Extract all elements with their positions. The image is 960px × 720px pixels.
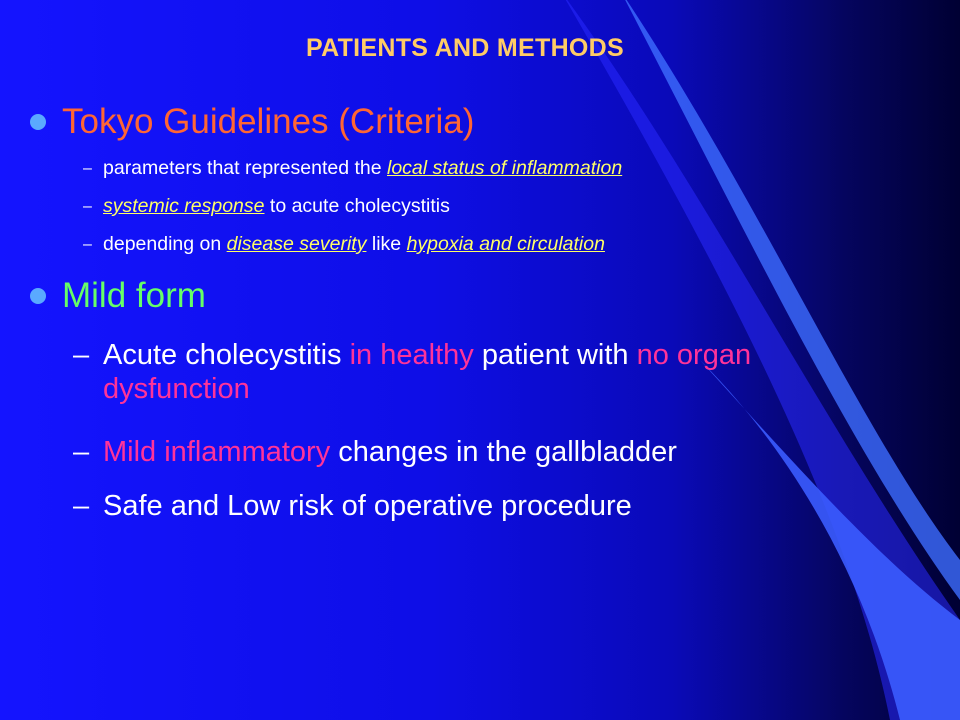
dash-icon: –	[83, 198, 92, 215]
bullet-mild-form	[30, 276, 206, 316]
sub-item-disease-severity	[83, 233, 605, 256]
dash-icon: –	[73, 339, 90, 371]
dash-icon: –	[83, 236, 92, 253]
sub-item-text: to acute cholecystitis	[264, 195, 450, 217]
highlight-text: disease severity	[226, 233, 367, 255]
sub-item-text: depending on	[103, 233, 227, 255]
highlight-text: Mild inflammatory	[103, 436, 331, 468]
section-heading: Mild form	[62, 276, 206, 315]
bullet-tokyo-guidelines	[30, 102, 474, 142]
highlight-text: in healthy	[349, 339, 474, 371]
dash-icon: –	[83, 160, 92, 177]
sub-item-systemic-response	[83, 195, 450, 218]
sub-item-text: Acute cholecystitis	[103, 339, 350, 371]
bullet-dot-icon	[30, 114, 46, 130]
highlight-text: systemic response	[103, 195, 265, 217]
sub-item-text: changes in the gallbladder	[330, 436, 677, 468]
sub-item-local-status	[83, 157, 623, 180]
section-heading: Tokyo Guidelines (Criteria)	[62, 102, 475, 141]
sub-item-text: like	[366, 233, 407, 255]
highlight-text: no organ dysfunction	[103, 339, 752, 405]
sub-item-text: Safe and Low risk of operative procedure	[103, 490, 632, 522]
sub-item-text: parameters that represented the	[103, 157, 387, 179]
sub-item-mild-inflammatory	[73, 435, 843, 469]
bullet-dot-icon	[30, 288, 46, 304]
dash-icon: –	[73, 490, 90, 522]
highlight-text: local status of inflammation	[387, 157, 623, 179]
sub-item-acute-cholecystitis	[73, 338, 843, 406]
sub-item-safe-low-risk	[73, 489, 843, 523]
highlight-text: hypoxia and circulation	[406, 233, 605, 255]
sub-item-text: patient with	[473, 339, 637, 371]
slide-title: PATIENTS AND METHODS	[305, 34, 625, 62]
dash-icon: –	[73, 436, 90, 468]
